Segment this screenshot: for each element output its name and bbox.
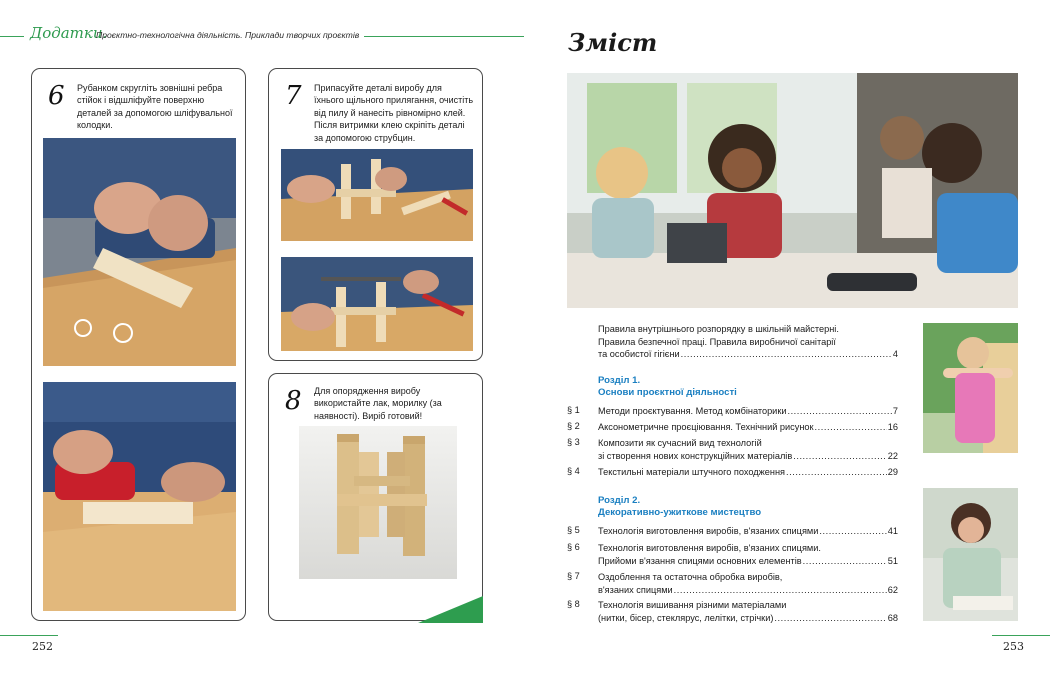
step-7-card <box>268 68 483 361</box>
toc-entry-title: Технологія виготовлення виробів, в'язаних спицями <box>598 526 819 536</box>
header-subtitle: Проєктно-технологічна діяльність. Приклади творчих проєктів <box>96 30 360 40</box>
step-6-card <box>31 68 246 621</box>
chapter-2-heading <box>598 495 761 520</box>
toc-page-number: 4 <box>892 349 898 360</box>
page-number-right: 253 <box>1003 640 1024 653</box>
section-4-num: § 4 <box>567 466 580 476</box>
toc-entry-title: Текстильні матеріали штучного походження <box>598 467 785 477</box>
toc-entry-title: Аксонометричне проєціювання. Технічний рисунок <box>598 422 814 432</box>
toc-page-number: 51 <box>887 555 898 566</box>
dot-leader <box>774 612 886 625</box>
toc-entry-7[interactable] <box>598 571 898 596</box>
toc-intro-line-2: Правила безпечної праці. Правила виробничої санітарії <box>598 336 836 347</box>
step-8-card <box>268 373 483 621</box>
toc-intro-entry[interactable] <box>598 348 898 361</box>
step-6-text: Рубанком скругліть зовнішні ребра стійок і відшліфуйте поверхню деталей за допомогою шліфувальної колодки. <box>77 83 233 131</box>
toc-page-number: 62 <box>887 584 898 595</box>
toc-page-number: 22 <box>887 450 898 461</box>
section-8-num: § 8 <box>567 599 580 609</box>
toc-entry-5[interactable] <box>598 525 898 538</box>
header-rule-right <box>364 36 524 37</box>
photo-gluing-parts <box>281 149 473 241</box>
toc-entry-2[interactable] <box>598 421 898 434</box>
photo-girl-drawing <box>923 488 1018 621</box>
toc-intro-line-1: Правила внутрішнього розпорядку в шкільній майстерні. <box>598 324 839 334</box>
corner-accent <box>418 596 483 623</box>
chapter-1-label: Розділ 1. <box>598 375 641 386</box>
toc-entry-6[interactable] <box>598 542 898 567</box>
page-number-left: 252 <box>32 640 53 653</box>
chapter-2-label: Розділ 2. <box>598 495 641 506</box>
chapter-1-heading <box>598 375 737 400</box>
toc-page-number: 7 <box>892 406 898 416</box>
section-2-num: § 2 <box>567 421 580 431</box>
toc-entry-title: (нитки, бісер, стеклярус, лелітки, стрічки) <box>598 612 774 623</box>
toc-page-number: 16 <box>887 422 898 432</box>
toc-entry-line: Технологія виготовлення виробів, в'язаних спицями. <box>598 543 821 553</box>
toc-entry-4[interactable] <box>598 466 898 479</box>
toc-page-number: 68 <box>887 612 898 623</box>
photo-planing-edges <box>43 138 236 366</box>
step-7-number: 7 <box>285 81 302 111</box>
dot-leader <box>681 348 892 361</box>
section-7-num: § 7 <box>567 571 580 581</box>
toc-entry-title: Прийоми в'язання спицями основних елементів <box>598 555 802 566</box>
dot-leader <box>786 466 887 479</box>
toc-entry-3[interactable] <box>598 437 898 462</box>
chapter-1-name: Основи проєктної діяльності <box>598 387 737 399</box>
toc-entry-line: Оздоблення та остаточна обробка виробів, <box>598 572 783 582</box>
toc-intro <box>598 323 898 361</box>
toc-entry-title: зі створення нових конструкційних матеріалів <box>598 450 793 461</box>
step-8-text: Для опорядження виробу використайте лак, морилку (за наявності). Виріб готовий! <box>314 386 442 421</box>
dot-leader <box>815 421 887 434</box>
dot-leader <box>819 525 886 538</box>
toc-entry-1[interactable] <box>598 405 898 418</box>
section-3-num: § 3 <box>567 437 580 447</box>
toc-entry-8[interactable] <box>598 599 898 624</box>
photo-clamping-parts <box>281 257 473 351</box>
dot-leader <box>787 405 891 418</box>
section-1-num: § 1 <box>567 405 580 415</box>
header-title: Додатки. <box>30 24 108 42</box>
toc-entry-line: Технологія вишивання різними матеріалами <box>598 600 787 610</box>
toc-entry-line: Композити як сучасний вид технологій <box>598 438 762 448</box>
toc-title: Зміст <box>568 28 658 57</box>
photo-kids-workshop <box>567 73 1018 308</box>
photo-finished-stool <box>299 426 457 579</box>
dot-leader <box>793 450 887 463</box>
footer-rule-left <box>0 635 58 636</box>
toc-intro-line-3: та особистої гігієни <box>598 349 680 360</box>
toc-page-number: 29 <box>887 467 898 477</box>
photo-sanding-block <box>43 382 236 611</box>
step-7-text: Припасуйте деталі виробу для їхнього щільного прилягання, очистіть від пилу й нанесіть рівномірно клей. Після витримки клею скріпіть деталі за допомогою струбцин. <box>314 83 474 143</box>
footer-rule-right <box>992 635 1050 636</box>
step-8-number: 8 <box>285 386 302 416</box>
toc-entry-title: в'язаних спицями <box>598 584 673 595</box>
chapter-2-name: Декоративно-ужиткове мистецтво <box>598 507 762 519</box>
step-6-number: 6 <box>48 81 65 111</box>
dot-leader <box>803 555 887 568</box>
header-rule-left <box>0 36 24 37</box>
section-5-num: § 5 <box>567 525 580 535</box>
toc-page-number: 41 <box>887 526 898 536</box>
toc-entry-title: Методи проєктування. Метод комбінаторики <box>598 406 787 416</box>
section-6-num: § 6 <box>567 542 580 552</box>
dot-leader <box>674 584 887 597</box>
photo-girl-stretching <box>923 323 1018 453</box>
